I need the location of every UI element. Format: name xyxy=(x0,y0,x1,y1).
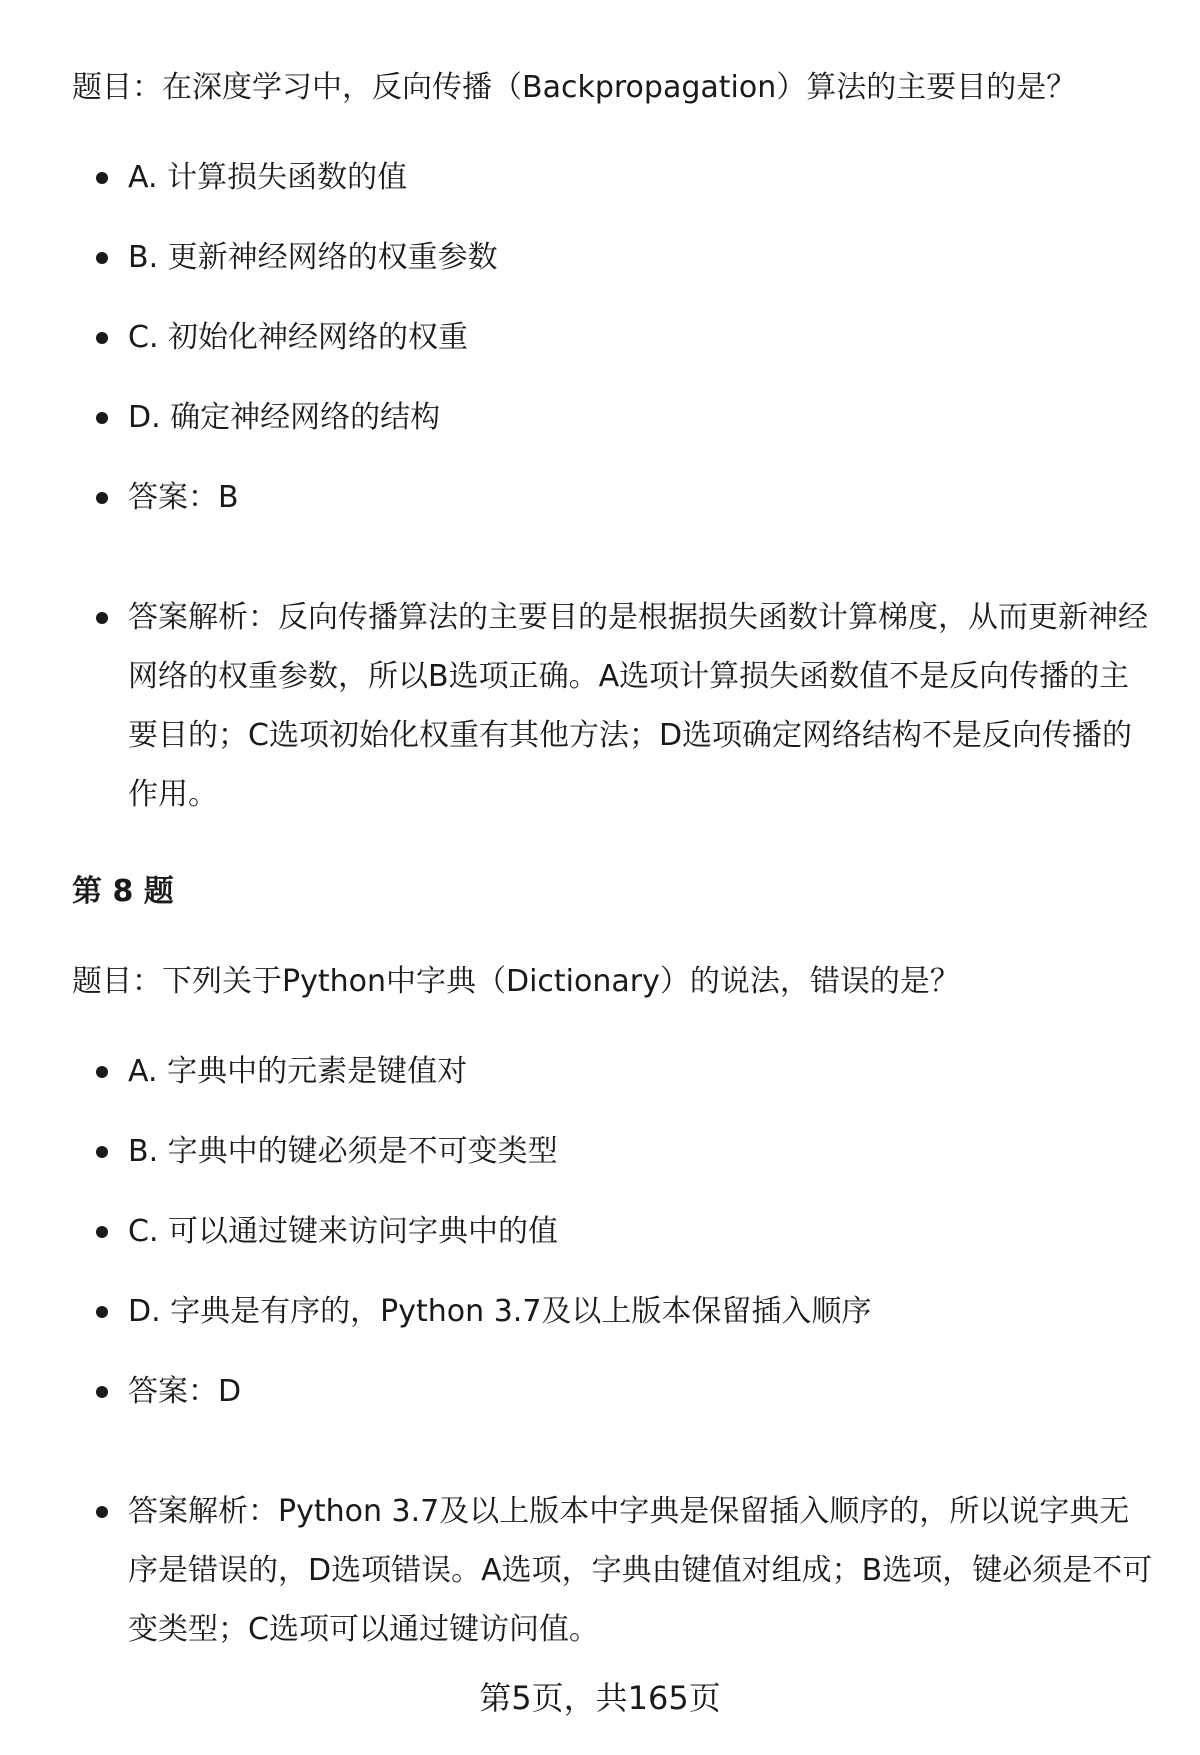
q7-explanation xyxy=(96,598,1156,824)
bullet-icon xyxy=(96,172,108,184)
bullet-icon xyxy=(96,1306,108,1318)
page-number: 第5页，共165页 xyxy=(479,1679,721,1717)
option-text: D. 确定神经网络的结构 xyxy=(128,400,441,435)
q7-question: 题目：在深度学习中，反向传播（Backpropagation）算法的主要目的是？ xyxy=(72,70,1077,105)
option-text: B. 更新神经网络的权重参数 xyxy=(128,240,498,275)
q8-option-c xyxy=(96,1212,1156,1252)
bullet-icon xyxy=(96,412,108,424)
answer-text: 答案：D xyxy=(128,1374,242,1409)
bullet-icon xyxy=(96,332,108,344)
option-text: C. 可以通过键来访问字典中的值 xyxy=(128,1214,559,1249)
option-text: A. 计算损失函数的值 xyxy=(128,160,408,195)
q7-option-c xyxy=(96,318,1156,358)
answer-text: 答案：B xyxy=(128,480,239,515)
q8-option-b xyxy=(96,1132,1156,1172)
q8-explanation xyxy=(96,1492,1156,1659)
explanation-text: 答案解析：Python 3.7及以上版本中字典是保留插入顺序的，所以说字典无序是错误的，D选项错误。A选项，字典由键值对组成；B选项，键必须是不可变类型；C选项可以通过键访问值。 xyxy=(128,1494,1153,1647)
bullet-icon xyxy=(96,492,108,504)
option-text: B. 字典中的键必须是不可变类型 xyxy=(128,1134,558,1169)
q8-answer xyxy=(96,1372,1156,1412)
bullet-icon xyxy=(96,612,108,624)
q7-option-b xyxy=(96,238,1156,278)
option-text: D. 字典是有序的，Python 3.7及以上版本保留插入顺序 xyxy=(128,1294,872,1329)
q7-option-d xyxy=(96,398,1156,438)
bullet-icon xyxy=(96,252,108,264)
q8-heading: 第 8 题 xyxy=(72,874,174,909)
bullet-icon xyxy=(96,1226,108,1238)
q8-option-a xyxy=(96,1052,1156,1092)
q8-option-d xyxy=(96,1292,1156,1332)
q8-question: 题目：下列关于Python中字典（Dictionary）的说法，错误的是？ xyxy=(72,964,960,999)
bullet-icon xyxy=(96,1146,108,1158)
bullet-icon xyxy=(96,1506,108,1518)
q7-answer xyxy=(96,478,1156,518)
bullet-icon xyxy=(96,1386,108,1398)
option-text: A. 字典中的元素是键值对 xyxy=(128,1054,468,1089)
explanation-text: 答案解析：反向传播算法的主要目的是根据损失函数计算梯度，从而更新神经网络的权重参数，所以B选项正确。A选项计算损失函数值不是反向传播的主要目的；C选项初始化权重有其他方法；D选项确定网络结构不是反向传播的作用。 xyxy=(128,600,1148,812)
bullet-icon xyxy=(96,1066,108,1078)
q7-option-a xyxy=(96,158,1156,198)
option-text: C. 初始化神经网络的权重 xyxy=(128,320,469,355)
